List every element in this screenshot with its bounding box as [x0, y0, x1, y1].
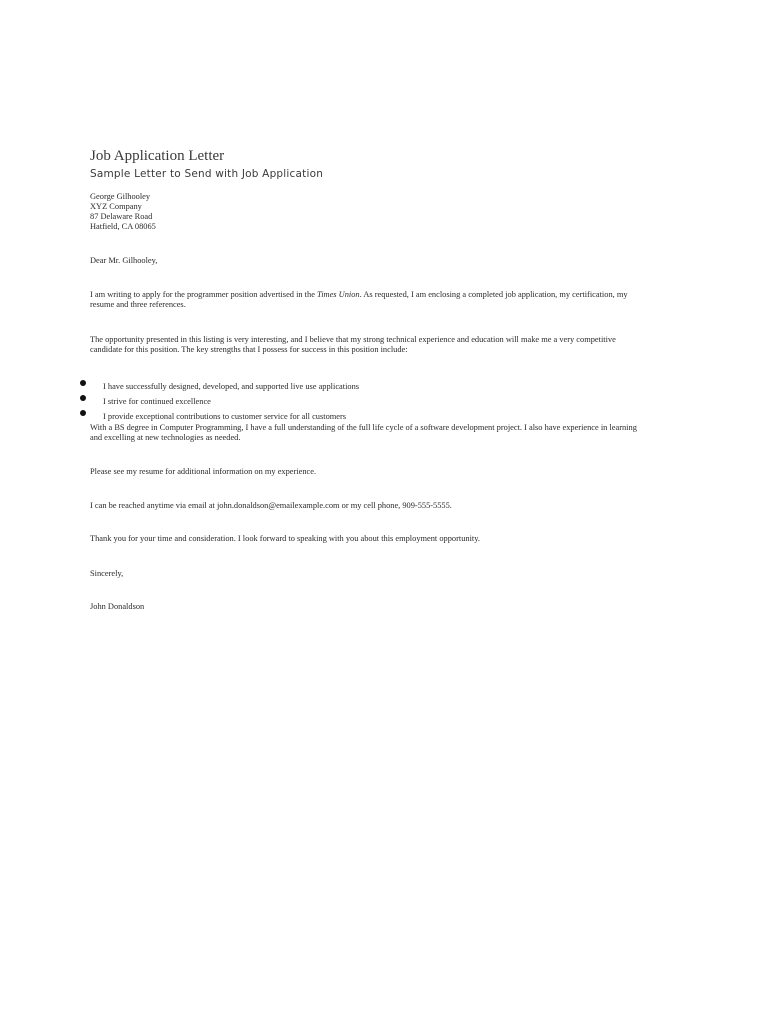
- intro-text-pre: I am writing to apply for the programmer position advertised in the: [90, 290, 318, 299]
- address-line-company: XYZ Company: [90, 202, 142, 211]
- list-item: I have successfully designed, developed, and supported live use applications: [103, 382, 360, 391]
- paragraph-opportunity-line-1: The opportunity presented in this listing is very interesting, and I believe that my strong technical experience and education will make me a very competitive: [90, 335, 616, 344]
- address-line-name: George Gilhooley: [90, 192, 151, 201]
- list-item: I provide exceptional contributions to customer service for all customers: [103, 412, 347, 421]
- paragraph-degree-line-2: and excelling at new technologies as needed.: [90, 433, 241, 442]
- recipient-address: [90, 192, 156, 232]
- letter-title: Job Application Letter: [90, 148, 225, 164]
- intro-text-post: . As requested, I am enclosing a completed job application, my certification, my: [359, 290, 628, 299]
- paragraph-opportunity-line-2: candidate for this position. The key strengths that I possess for success in this position include:: [90, 345, 408, 354]
- letter-greeting: Dear Mr. Gilhooley,: [90, 256, 158, 265]
- letter-closing: Sincerely,: [90, 569, 124, 578]
- letter-subtitle: Sample Letter to Send with Job Application: [90, 168, 324, 180]
- bullet-dot: [80, 410, 86, 416]
- paragraph-degree-line-1: With a BS degree in Computer Programming, I have a full understanding of the full life cycle of a software development project. I also have experience in learning: [90, 423, 637, 432]
- address-line-street: 87 Delaware Road: [90, 212, 153, 221]
- bullet-dot: [80, 395, 86, 401]
- newspaper-name: Times Union: [317, 290, 360, 299]
- paragraph-thanks: Thank you for your time and consideration. I look forward to speaking with you about this employment opportunity.: [90, 534, 480, 543]
- letter-signature: John Donaldson: [90, 602, 145, 611]
- paragraph-degree: [90, 423, 637, 443]
- list-item: I strive for continued excellence: [103, 397, 211, 406]
- paragraph-contact: I can be reached anytime via email at john.donaldson@emailexample.com or my cell phone, 909-555-5555.: [90, 501, 452, 510]
- paragraph-intro: [90, 290, 628, 310]
- paragraph-resume: Please see my resume for additional information on my experience.: [90, 467, 317, 476]
- paragraph-intro-line-2: resume and three references.: [90, 300, 186, 309]
- paragraph-intro-line-1: [90, 290, 628, 300]
- paragraph-opportunity: [90, 335, 616, 355]
- address-line-city: Hatfield, CA 08065: [90, 222, 156, 231]
- bullet-dot: [80, 380, 86, 386]
